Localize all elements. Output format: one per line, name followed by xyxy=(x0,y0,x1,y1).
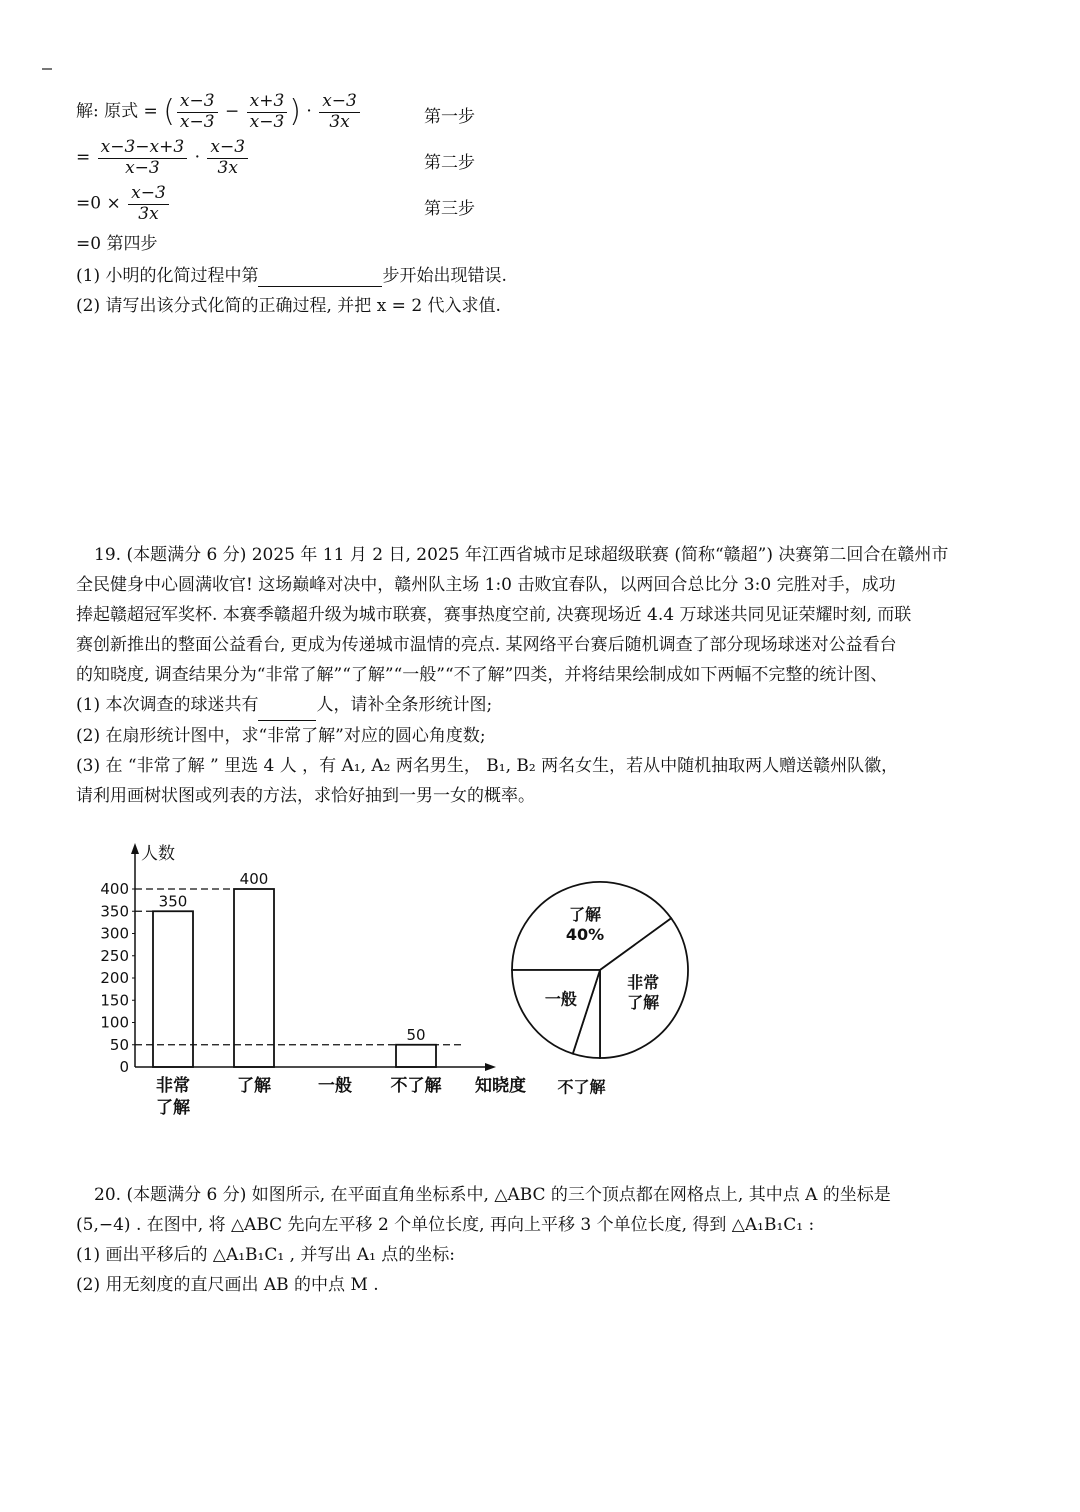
bar xyxy=(234,889,274,1067)
q19-subquestion-1: (1) 本次调查的球迷共有 人，请补全条形统计图; xyxy=(76,690,1028,721)
pie-slice-label: 了解 xyxy=(569,904,602,924)
q18-subquestion-2: (2) 请写出该分式化简的正确过程, 并把 x = 2 代入求值. xyxy=(76,296,501,316)
minus-sign: − xyxy=(224,101,240,122)
y-tick-label: 350 xyxy=(100,902,129,921)
solution-line-3 xyxy=(76,184,171,224)
pie-slice-label: 非常 xyxy=(627,972,660,992)
bar-data-label: 50 xyxy=(406,1025,426,1044)
bar-data-label: 350 xyxy=(158,892,188,911)
x-category-label: 不了解 xyxy=(390,1076,442,1096)
y-tick-label: 50 xyxy=(109,1035,129,1054)
dot-operator: · xyxy=(194,147,201,168)
bar xyxy=(153,911,193,1067)
pie-slice-label: 不了解 xyxy=(557,1077,606,1097)
right-paren: ) xyxy=(289,94,301,130)
fraction: $\frac{x-3}{3x}$ xyxy=(207,138,248,178)
step-label-2: 第二步 xyxy=(424,153,475,173)
scan-mark xyxy=(42,68,52,70)
pie-value-label: 40% xyxy=(565,924,605,944)
q20-subquestion-1: (1) 画出平移后的 △A₁B₁C₁ , 并写出 A₁ 点的坐标: xyxy=(76,1245,456,1265)
fraction: $\frac{x-3}{3x}$ xyxy=(319,92,360,132)
bar-chart xyxy=(80,840,560,1130)
y-axis-arrow xyxy=(131,843,139,854)
y-tick-label: 200 xyxy=(100,969,129,987)
answer-blank[interactable] xyxy=(258,266,382,287)
q19-subquestion-3: (3) 在 “非常了解 ” 里选 4 人 ，有 A₁, A₂ 两名男生， B₁, B₂ 两名女生，若从中随机抽取两人赠送赣州队徽， xyxy=(76,756,899,776)
left-paren: ( xyxy=(163,94,175,130)
fraction: $\frac{x-3-x+3}{x-3}$ xyxy=(98,138,188,178)
x-category-label: 一般 xyxy=(318,1076,352,1096)
solution-prefix: 解: 原式 = xyxy=(76,101,158,122)
solution-line-2 xyxy=(76,138,250,178)
zero-times: =0 × xyxy=(76,193,121,214)
y-axis-title: 人数 xyxy=(141,844,175,864)
bar xyxy=(396,1045,436,1067)
fraction: $\frac{x-3}{3x}$ xyxy=(128,184,169,224)
fraction: $\frac{x+3}{x-3}$ xyxy=(247,92,288,132)
q19-subquestion-2: (2) 在扇形统计图中，求“非常了解”对应的圆心角度数; xyxy=(76,726,486,746)
x-category-label: 了解 xyxy=(237,1076,271,1096)
equals-sign: = xyxy=(76,147,91,168)
answer-blank[interactable] xyxy=(258,690,316,721)
x-axis-arrow xyxy=(485,1063,496,1071)
q19-stem: 19. (本题满分 6 分) 2025 年 11 月 2 日, 2025 年江西省城市足球超级联赛 (简称“赣超”) 决赛第二回合在赣州市 全民健身中心圆满收官! 这场巅峰对决中，赣州队主场 1:0 击败宜春队，以两回合总比分 3:0 完胜对手，成功 捧起赣超冠军奖杯. 本赛季赣超升级为城市联赛，赛事热度空前, 决赛现场近 4.4 万球迷共同见证荣耀时刻, 而联 赛创新推出的整面公益看台, 更成为传递城市温情的亮点. 某网络平台赛后随机调查了部分现场球迷对公益看台 的知晓度, 调查结果分为“非常了解”“了解”“一般”“不了解”四类，并将结果绘制成如下两幅不完整的统计图、 (1) 本次调查的球迷共有 人，请补全条形统计图; (2) 在扇形统计图中，求“非常了解”对应的圆心角度数; (3) 在 “非常了解 ” 里选 4 人 ，有 A₁, A₂ 两名男生， B₁, B₂ 两名女生，若从中随机抽取两人赠送赣州队徽， 请利用画树状图或列表的方法，求恰好抽到一男一女的概率。 xyxy=(76,540,1028,811)
x-category-label: 了解 xyxy=(156,1098,190,1118)
q18-subquestion-1: (1) 小明的化简过程中第 步开始出现错误. xyxy=(76,266,507,286)
solution-line-1 xyxy=(76,92,362,132)
pie-chart xyxy=(505,875,705,1105)
q20-subquestion-2: (2) 用无刻度的直尺画出 AB 的中点 M . xyxy=(76,1275,379,1295)
fraction: $\frac{x-3}{x-3}$ xyxy=(177,92,218,132)
dot-operator: · xyxy=(306,101,312,122)
x-axis-title: 知晓度 xyxy=(475,1076,526,1096)
solution-line-4: =0 第四步 xyxy=(76,234,158,254)
y-tick-label: 300 xyxy=(100,924,129,943)
step-label-3: 第三步 xyxy=(424,199,475,219)
q20-stem: 20. (本题满分 6 分) 如图所示, 在平面直角坐标系中, △ABC 的三个顶点都在网格点上, 其中点 A 的坐标是 (5,−4) . 在图中, 将 △ABC 先向左平移 2 个单位长度, 再向上平移 3 个单位长度, 得到 △A₁B₁C₁ : (1) 画出平移后的 △A₁B₁C₁ , 并写出 A₁ 点的坐标: (2) 用无刻度的直尺画出 AB 的中点 M . xyxy=(76,1180,1028,1300)
y-tick-label: 150 xyxy=(100,991,129,1010)
pie-slice-label: 了解 xyxy=(627,992,660,1012)
y-tick-label: 250 xyxy=(100,946,129,965)
pie-slice-label: 一般 xyxy=(544,989,577,1009)
y-tick-label: 100 xyxy=(100,1013,129,1032)
y-tick-label: 400 xyxy=(100,880,129,898)
y-tick-label: 0 xyxy=(119,1058,129,1076)
x-category-label: 非常 xyxy=(156,1076,190,1096)
step-label-1: 第一步 xyxy=(424,107,475,127)
bar-data-label: 400 xyxy=(239,870,269,888)
